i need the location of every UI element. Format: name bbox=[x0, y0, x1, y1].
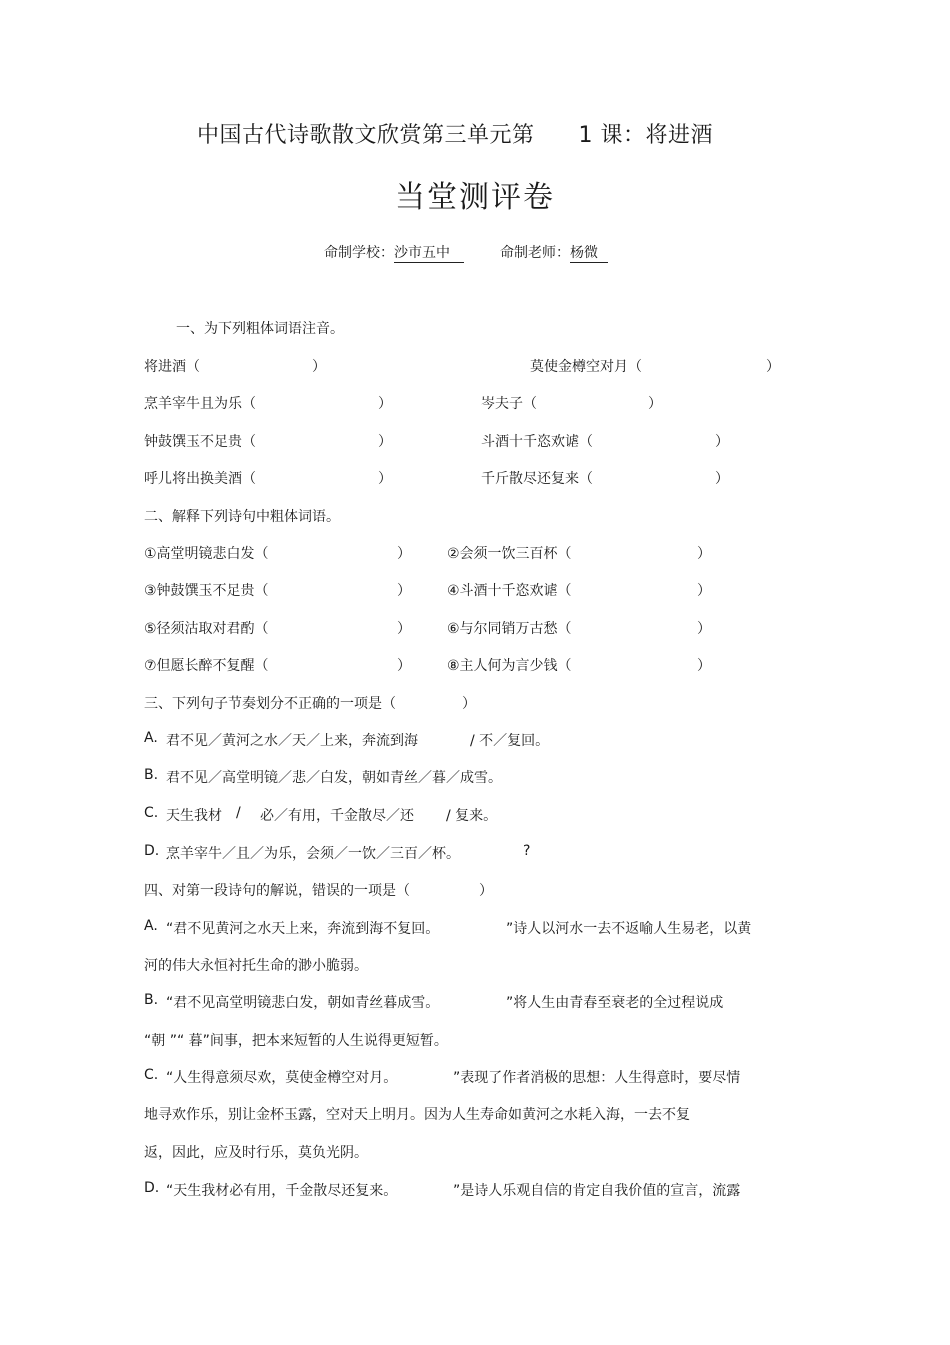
q2-row1-right: ②会须一饮三百杯（ bbox=[447, 546, 572, 562]
q2-row2-left: ③钟鼓馔玉不足贵（ bbox=[144, 583, 269, 599]
q4-option-b-line2: “朝 ”“ 暮”间事，把本来短暂的人生说得更短暂。 bbox=[144, 1033, 448, 1049]
q1-row1-right-close: ） bbox=[766, 359, 780, 375]
q1-row2-right-close: ） bbox=[648, 396, 662, 412]
q2-row2-right-close: ） bbox=[697, 583, 711, 599]
q3-option-b-label: B. bbox=[144, 767, 159, 783]
q4-option-c-label: C. bbox=[144, 1067, 159, 1083]
q3-option-c-text-tail: / 复来。 bbox=[446, 808, 498, 824]
q4-option-a-quote: “君不见黄河之水天上来，奔流到海不复回。 bbox=[166, 921, 440, 937]
q3-option-d-mark: ? bbox=[523, 843, 531, 859]
q4-heading: 四、对第一段诗句的解说，错误的一项是（ bbox=[144, 883, 410, 899]
q3-option-c-text-mid: 必／有用，千金散尽／还 bbox=[260, 808, 414, 824]
q4-heading-close: ） bbox=[479, 883, 493, 899]
q3-option-a-text-tail: / 不／复回。 bbox=[470, 733, 550, 749]
title-part-b: 1 课：将进酒 bbox=[578, 123, 714, 148]
q3-option-c-slash: / bbox=[236, 805, 241, 821]
q3-heading: 三、下列句子节奏划分不正确的一项是（ bbox=[144, 696, 396, 712]
q2-row2-left-close: ） bbox=[397, 583, 411, 599]
teacher-value: 杨微 bbox=[570, 245, 608, 263]
school-label: 命制学校： bbox=[324, 245, 394, 261]
q2-row3-left-close: ） bbox=[397, 621, 411, 637]
q1-row4-left: 呼儿将出换美酒（ bbox=[144, 471, 256, 487]
q3-option-d-text: 烹羊宰牛／且／为乐，会须／一饮／三百／杯。 bbox=[166, 846, 460, 862]
title-part-a: 中国古代诗歌散文欣赏第三单元第 bbox=[197, 123, 535, 148]
q2-row4-right: ⑧主人何为言少钱（ bbox=[447, 658, 572, 674]
q1-row2-left-close: ） bbox=[378, 396, 392, 412]
q4-option-b-quote: “君不见高堂明镜悲白发，朝如青丝暮成雪。 bbox=[166, 995, 440, 1011]
q3-option-c-text: 天生我材 bbox=[166, 808, 222, 824]
page-title-line2: 当堂测评卷 bbox=[395, 180, 555, 215]
q4-option-a-label: A. bbox=[144, 918, 158, 934]
q4-option-d-rest: ”是诗人乐观自信的肯定自我价值的宣言，流露 bbox=[453, 1183, 741, 1199]
q2-row3-right-close: ） bbox=[697, 621, 711, 637]
q1-row4-right: 千斤散尽还复来（ bbox=[481, 471, 593, 487]
q2-row4-left: ⑦但愿长醉不复醒（ bbox=[144, 658, 269, 674]
q1-row3-left-close: ） bbox=[378, 434, 392, 450]
q1-row4-right-close: ） bbox=[715, 471, 729, 487]
q2-row1-left-close: ） bbox=[397, 546, 411, 562]
teacher-label: 命制老师： bbox=[500, 245, 570, 261]
school-value: 沙市五中 bbox=[394, 245, 464, 263]
q1-row3-left: 钟鼓馔玉不足贵（ bbox=[144, 434, 256, 450]
q4-option-a-rest: ”诗人以河水一去不返喻人生易老，以黄 bbox=[506, 921, 752, 937]
q4-option-d-label: D. bbox=[144, 1180, 160, 1196]
q1-row2-right: 岑夫子（ bbox=[481, 396, 537, 412]
q4-option-b-rest: ”将人生由青春至衰老的全过程说成 bbox=[506, 995, 724, 1011]
q3-option-d-label: D. bbox=[144, 843, 160, 859]
q2-row1-right-close: ） bbox=[697, 546, 711, 562]
q3-option-c-label: C. bbox=[144, 805, 159, 821]
q1-row3-right-close: ） bbox=[715, 434, 729, 450]
q2-row3-left: ⑤径须沽取对君酌（ bbox=[144, 621, 269, 637]
q1-row1-right: 莫使金樽空对月（ bbox=[530, 359, 642, 375]
q1-row2-left: 烹羊宰牛且为乐（ bbox=[144, 396, 256, 412]
q3-heading-close: ） bbox=[462, 696, 476, 712]
q3-option-a-text: 君不见／黄河之水／天／上来，奔流到海 bbox=[166, 733, 418, 749]
q1-heading: 一、为下列粗体词语注音。 bbox=[176, 321, 344, 337]
q4-option-b-label: B. bbox=[144, 992, 159, 1008]
q4-option-c-line2: 地寻欢作乐，别让金杯玉露，空对天上明月。因为人生寿命如黄河之水耗入海，一去不复 bbox=[144, 1107, 690, 1123]
q1-row4-left-close: ） bbox=[378, 471, 392, 487]
q4-option-a-line2: 河的伟大永恒衬托生命的渺小脆弱。 bbox=[144, 958, 368, 974]
q1-row3-right: 斗酒十千恣欢谑（ bbox=[481, 434, 593, 450]
q4-option-d-quote: “天生我材必有用，千金散尽还复来。 bbox=[166, 1183, 398, 1199]
q1-row1-left: 将进酒（ bbox=[144, 359, 200, 375]
author-meta bbox=[324, 242, 608, 262]
q3-option-b-text: 君不见／高堂明镜／悲／白发，朝如青丝／暮／成雪。 bbox=[166, 770, 502, 786]
q2-row2-right: ④斗酒十千恣欢谑（ bbox=[447, 583, 572, 599]
q2-row4-right-close: ） bbox=[697, 658, 711, 674]
q4-option-c-quote: “人生得意须尽欢，莫使金樽空对月。 bbox=[166, 1070, 398, 1086]
q4-option-c-line3: 返，因此，应及时行乐，莫负光阴。 bbox=[144, 1145, 368, 1161]
q2-row4-left-close: ） bbox=[397, 658, 411, 674]
q2-row1-left: ①高堂明镜悲白发（ bbox=[144, 546, 269, 562]
q2-row3-right: ⑥与尔同销万古愁（ bbox=[447, 621, 572, 637]
page-title-line1 bbox=[197, 118, 713, 149]
q1-row1-left-close: ） bbox=[312, 359, 326, 375]
q4-option-c-rest: ”表现了作者消极的思想：人生得意时，要尽情 bbox=[453, 1070, 741, 1086]
q3-option-a-label: A. bbox=[144, 730, 158, 746]
q2-heading: 二、解释下列诗句中粗体词语。 bbox=[144, 509, 340, 525]
